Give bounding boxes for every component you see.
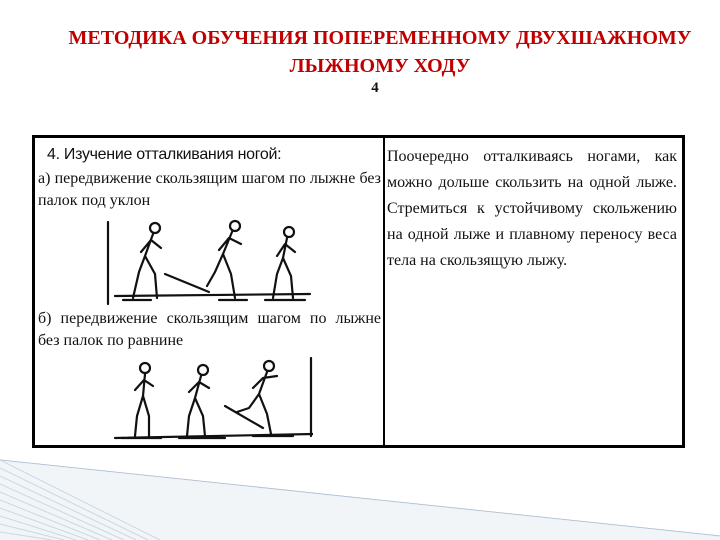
exercise-b-text: б) передвижение скользящим шагом по лыжне без палок по равнине — [38, 310, 381, 349]
corner-decoration — [0, 440, 720, 540]
exercise-column — [35, 138, 385, 445]
exercise-a-text: а) передвижение скользящим шагом по лыжне без палок под уклон — [38, 170, 381, 209]
exercise-table — [32, 135, 685, 448]
slide-title: МЕТОДИКА ОБУЧЕНИЯ ПОПЕРЕМЕННОМУ ДВУХШАЖНОМУ ЛЫЖНОМУ ХОДУ — [68, 27, 692, 77]
instruction-text: Поочередно отталкиваясь ногами, как можно дольше скользить на одной лыже. Стремиться к устойчивому скольжению на одной лыже и плавному переносу веса тела на скользящую лыжу. — [387, 148, 677, 269]
skier-downhill-illustration — [105, 214, 315, 306]
table-heading: 4. Изучение отталкивания ногой: — [47, 146, 282, 163]
skier-flat-illustration — [113, 356, 313, 442]
slide-number: 4 — [371, 80, 379, 96]
instruction-column — [387, 138, 682, 445]
